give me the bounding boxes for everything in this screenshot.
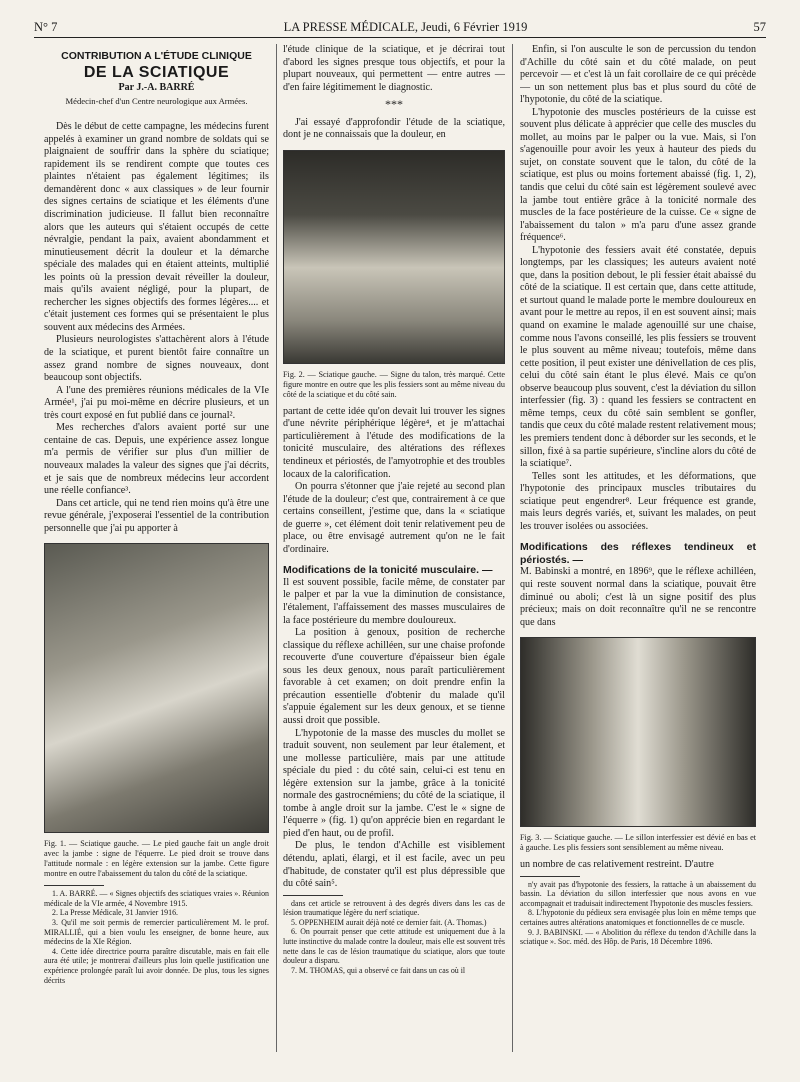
paragraph: L'hypotonie des fessiers avait été constatée, depuis longtemps, par les classiques; les auteurs avaient noté que, dans la position debout, le pli fessier était abaissé du côté de la sciatique. Il est certain que, dans cette attitude, et surtout quand le malade porte le membre douloureux en avant pour le mettre au repos, il en est souvent ainsi; mais quand on examine le malade agenouillé sur une chaise, comme nous l'avons conseillé, les plis fessiers se trouvent le plus souvent au même niveau; toutefois, même dans cette position, il peut exister une dénivellation de ces plis, celui du côté sain étant le plus élevé. Mais ce qu'on observe beaucoup plus souvent, c'est la déviation du sillon interfessier (fig. 3) : quand les fessiers se contractent en même temps, ceux du côté sain semblent se gonfler, tandis que ceux du côté malade restent relativement mous; les premiers tendent donc à déborder sur les seconds, et le sillon, fixé à sa partie supérieure, s'incline alors du côté de la sciatique⁷. — [520, 244, 756, 470]
paragraph: La position à genoux, position de recherche classique du réflexe achilléen, sur une chaise profonde recouverte d'une couverture d'épaisseur bien égale sous les deux genoux, nous paraît particulièrement favorable à cet examen; on doit prendre enfin la précaution essentielle d'obtenir du malade qu'il s'appuie également sur les deux genoux, et se tienne aussi droit que possible. — [283, 627, 505, 726]
footnote: 9. J. BABINSKI. — « Abolition du réflexe du tendon d'Achille dans la sciatique ». Soc. méd. des Hôp. de Paris, 18 Décembre 1896. — [520, 927, 756, 947]
column-divider — [512, 44, 513, 1052]
column-1 — [44, 44, 269, 1054]
journal-title: LA PRESSE MÉDICALE, Jeudi, 6 Février 1919 — [283, 20, 528, 34]
paragraph: partant de cette idée qu'on devait lui trouver les signes d'une névrite périphérique légère⁴, et je m'attachai particulièrement à l'étude des modifications de la tonicité musculaire, des altérations des réflexes tendineux et périostés, de l'amyotrophie et des troubles locaux de la calorification. — [283, 405, 505, 480]
paragraph: Dans cet article, qui ne tend rien moins qu'à être une revue générale, j'exposerai l'essentiel de la contribution personnelle que j'ai pu apporter à — [44, 497, 269, 534]
footnote: n'y avait pas d'hypotonie des fessiers, la rattache à un abaissement du bassin. La déviation du sillon interfessier que nous avons en vue accompagnait et traduisait indirectement l'hypotonie des muscles fessiers. — [520, 879, 756, 908]
paragraph: Plusieurs neurologistes s'attachèrent alors à l'étude de la sciatique, et purent bientôt faire connaître un assez grand nombre de signes nouveaux, dont beaucoup sont objectifs. — [44, 334, 269, 384]
paragraph: On pourra s'étonner que j'aie rejeté au second plan l'étude de la douleur; c'est que, contrairement à ce que certains conseillent, j'estime que, dans la « sciatique de guerre », cet élément doit tenir relativement peu de place, ou être envisagé autrement qu'on ne le fait d'ordinaire. — [283, 481, 505, 555]
footnote: 4. Cette idée directrice pourra paraître discutable, mais en fait elle aura été utile; je montrerai d'ailleurs plus loin quelle justification une expérience prolongée paraît lui avoir donnée. De plus, tous les signes décrits — [44, 946, 269, 985]
paragraph: L'hypotonie de la masse des muscles du mollet se traduit souvent, non seulement par leur étalement, et une mollesse particulière, mais par une attitude spéciale du pied : du côté sain, celui-ci est tenu en légère extension sur la jambe, grâce à la tonicité normale des gastrocnémiens; du côté de la sciatique, il tombe à angle droit sur la jambe. C'est le « signe de l'équerre » (fig. 1) qu'on apprécie bien en regardant le pied d'en haut, ou de profil. — [283, 727, 505, 839]
paragraph: A l'une des premières réunions médicales de la VIe Armée¹, j'ai pu moi-même en décrire plusieurs, et un très court exposé en fut publié dans ce journal². — [44, 384, 269, 421]
column-3 — [520, 44, 756, 1054]
section-heading: Modifications de la tonicité musculaire. — — [283, 564, 493, 577]
figure-1-photo — [44, 543, 269, 833]
running-header — [34, 20, 766, 36]
section-heading: Modifications des réflexes tendineux et périostés. — — [520, 541, 756, 566]
footnote-rule — [44, 885, 104, 886]
footnote: 8. L'hypotonie du pédieux sera envisagée plus loin en même temps que certaines autres altérations anatomiques et fonctionnelles de ce muscle. — [520, 908, 756, 928]
column-divider — [276, 44, 277, 1052]
figure-2-caption: Fig. 2. — Sciatique gauche. — Signe du talon, très marqué. Cette figure montre en outre que les plis fessiers sont au même niveau du côté de la sciatique et du côté sain. — [283, 369, 505, 399]
footnote: 5. OPPENHEIM aurait déjà noté ce dernier fait. (A. Thomas.) — [291, 917, 487, 927]
paragraph: Mes recherches d'alors avaient porté sur une centaine de cas. Depuis, une expérience assez longue m'a permis de vérifier sur plus d'un millier de nouveaux malades la valeur des signes que j'ai décrits, et je sais que de nombreux médecins leur accordent une réelle confiance³. — [44, 422, 269, 497]
paragraph: J'ai essayé d'approfondir l'étude de la sciatique, dont je ne connaissais que la douleur, en — [283, 116, 505, 141]
paragraph: Enfin, si l'on ausculte le son de percussion du tendon d'Achille du côté sain et du côté malade, on peut percevoir — et c'est là un fait corollaire de ce qui précède — un son nettement plus bas et plus sourd du côté de l'hypotonie, du côté de la sciatique. — [520, 44, 756, 106]
paragraph: Telles sont les attitudes, et les déformations, que l'hypotonie des principaux muscles tributaires du sciatique peut engendrer⁸. Leur fréquence est grande, mais leurs degrés variés, et, suivant les malades, on peut les trouver isolées ou associées. — [520, 470, 756, 532]
paragraph: un nombre de cas relativement restreint. D'autre — [520, 859, 714, 871]
footnote-rule — [520, 876, 580, 877]
paragraph: l'étude clinique de la sciatique, et je décrirai tout d'abord les signes presque tous objectifs, et pour la plupart nouveaux, qui permettent — entre autres — d'en faire légitimement le diagnostic. — [283, 44, 505, 93]
footnote: 1. A. BARRÉ. — « Signes objectifs des sciatiques vraies ». Réunion médicale de la VIe armée, 4 Novembre 1915. — [44, 889, 269, 908]
paragraph: De plus, le tendon d'Achille est visiblement détendu, aplati, élargi, et il est facile, avec un peu d'habitude, de constater qu'il est plus dépressible que du côté sain⁵. — [283, 840, 505, 890]
footnote-rule — [283, 895, 343, 896]
header-rule — [34, 37, 766, 38]
issue-number: N° 7 — [34, 20, 58, 34]
page-number: 57 — [753, 20, 766, 34]
figure-3-caption: Fig. 3. — Sciatique gauche. — Le sillon interfessier est dévié en bas et à gauche. Les plis fessiers sont sensiblement au même niveau. — [520, 833, 756, 853]
footnote: 3. Qu'il me soit permis de remercier particulièrement M. le prof. MIRALLIÉ, qui a bien voulu les enseigner, de bonne heure, aux médecins de la XIe Région. — [44, 918, 269, 947]
footnote: 6. On pourrait penser que cette attitude est uniquement due à la lutte instinctive du malade contre la douleur, mais elle est souvent très nette dans le cas de lésion traumatique du sciatique, alors que toute douleur a disparu. — [283, 927, 505, 966]
footnote: 7. M. THOMAS, qui a observé ce fait dans un cas où il — [291, 965, 466, 975]
paragraph: Dès le début de cette campagne, les médecins furent appelés à examiner un grand nombre de soldats qui se plaignaient de souffrir dans la sphère du sciatique; rapidement ils se rendirent compte que toutes ces plaintes n'étaient pas également légitimes; ils demandèrent donc « aux classiques » de leur fournir des signes certains de sciatique et les éléments d'une discrimination judicieuse. Il fallut bien reconnaître alors que les auteurs qui s'étaient occupés de cette névralgie, pendant la paix, avaient abondamment et minutieusement décrit la douleur et la démarche spéciale des malades qui en étaient atteints, multiplié les points où la pression devait réveiller la douleur, mais qu'ils avaient négligé, pour la plupart, de rechercher les signes objectifs des formes légères.... et c'était justement ces formes qui se présentaient le plus souvent aux médecins des Armées. — [44, 121, 269, 333]
article-author: Par J.-A. BARRÉ — [118, 82, 195, 94]
footnote: 2. La Presse Médicale, 31 Janvier 1916. — [52, 908, 178, 918]
figure-2-photo — [283, 150, 505, 364]
paragraph: Il est souvent possible, facile même, de constater par le palper et par la vue la diminution de consistance, l'étalement, l'affaissement des masses musculaires de la face postérieure du membre douloureux. — [283, 576, 505, 626]
figure-1-caption: Fig. 1. — Sciatique gauche. — Le pied gauche fait un angle droit avec la jambe : signe de l'équerre. Le pied droit se trouve dans l'attitude normale : en légère extension sur la jambe. Cette figure montre en outre l'abaissement du talon du côté de la sciatique. — [44, 839, 269, 879]
column-2 — [283, 44, 505, 1054]
article-title: DE LA SCIATIQUE — [83, 63, 230, 81]
figure-3-photo — [520, 637, 756, 827]
author-affiliation: Médecin-chef d'un Centre neurologique aux Armées. — [65, 95, 248, 106]
article-kicker: CONTRIBUTION A L'ÉTUDE CLINIQUE — [61, 50, 252, 62]
paragraph: L'hypotonie des muscles postérieurs de la cuisse est souvent plus délicate à apprécier que celle des muscles du mollet, au moins par le palper ou la vue. Mais, si l'on s'agenouille pour avoir les yeux à hauteur des pieds du sujet, on constate souvent que le talon, du côté de la sciatique, est plus ou moins fortement abaissé (fig. 1, 2), tandis que celui du côté sain est légèrement soulevé avec la jambe tout entière grâce à la tonicité normale des muscles de la face postérieure de la cuisse. Ce « signe de l'abaissement du talon » m'a paru d'une assez grande fréquence⁶. — [520, 106, 756, 244]
paragraph: M. Babinski a montré, en 1896⁹, que le réflexe achilléen, qui reste souvent normal dans la sciatique, pouvait être diminué ou aboli; c'est là un signe positif des plus précieux; mais on doit reconnaître qu'il ne se rencontre que dans — [520, 566, 756, 628]
footnote: dans cet article se retrouvent à des degrés divers dans les cas de lésion traumatique légère du nerf sciatique. — [283, 898, 505, 918]
section-separator: *** — [385, 97, 403, 112]
